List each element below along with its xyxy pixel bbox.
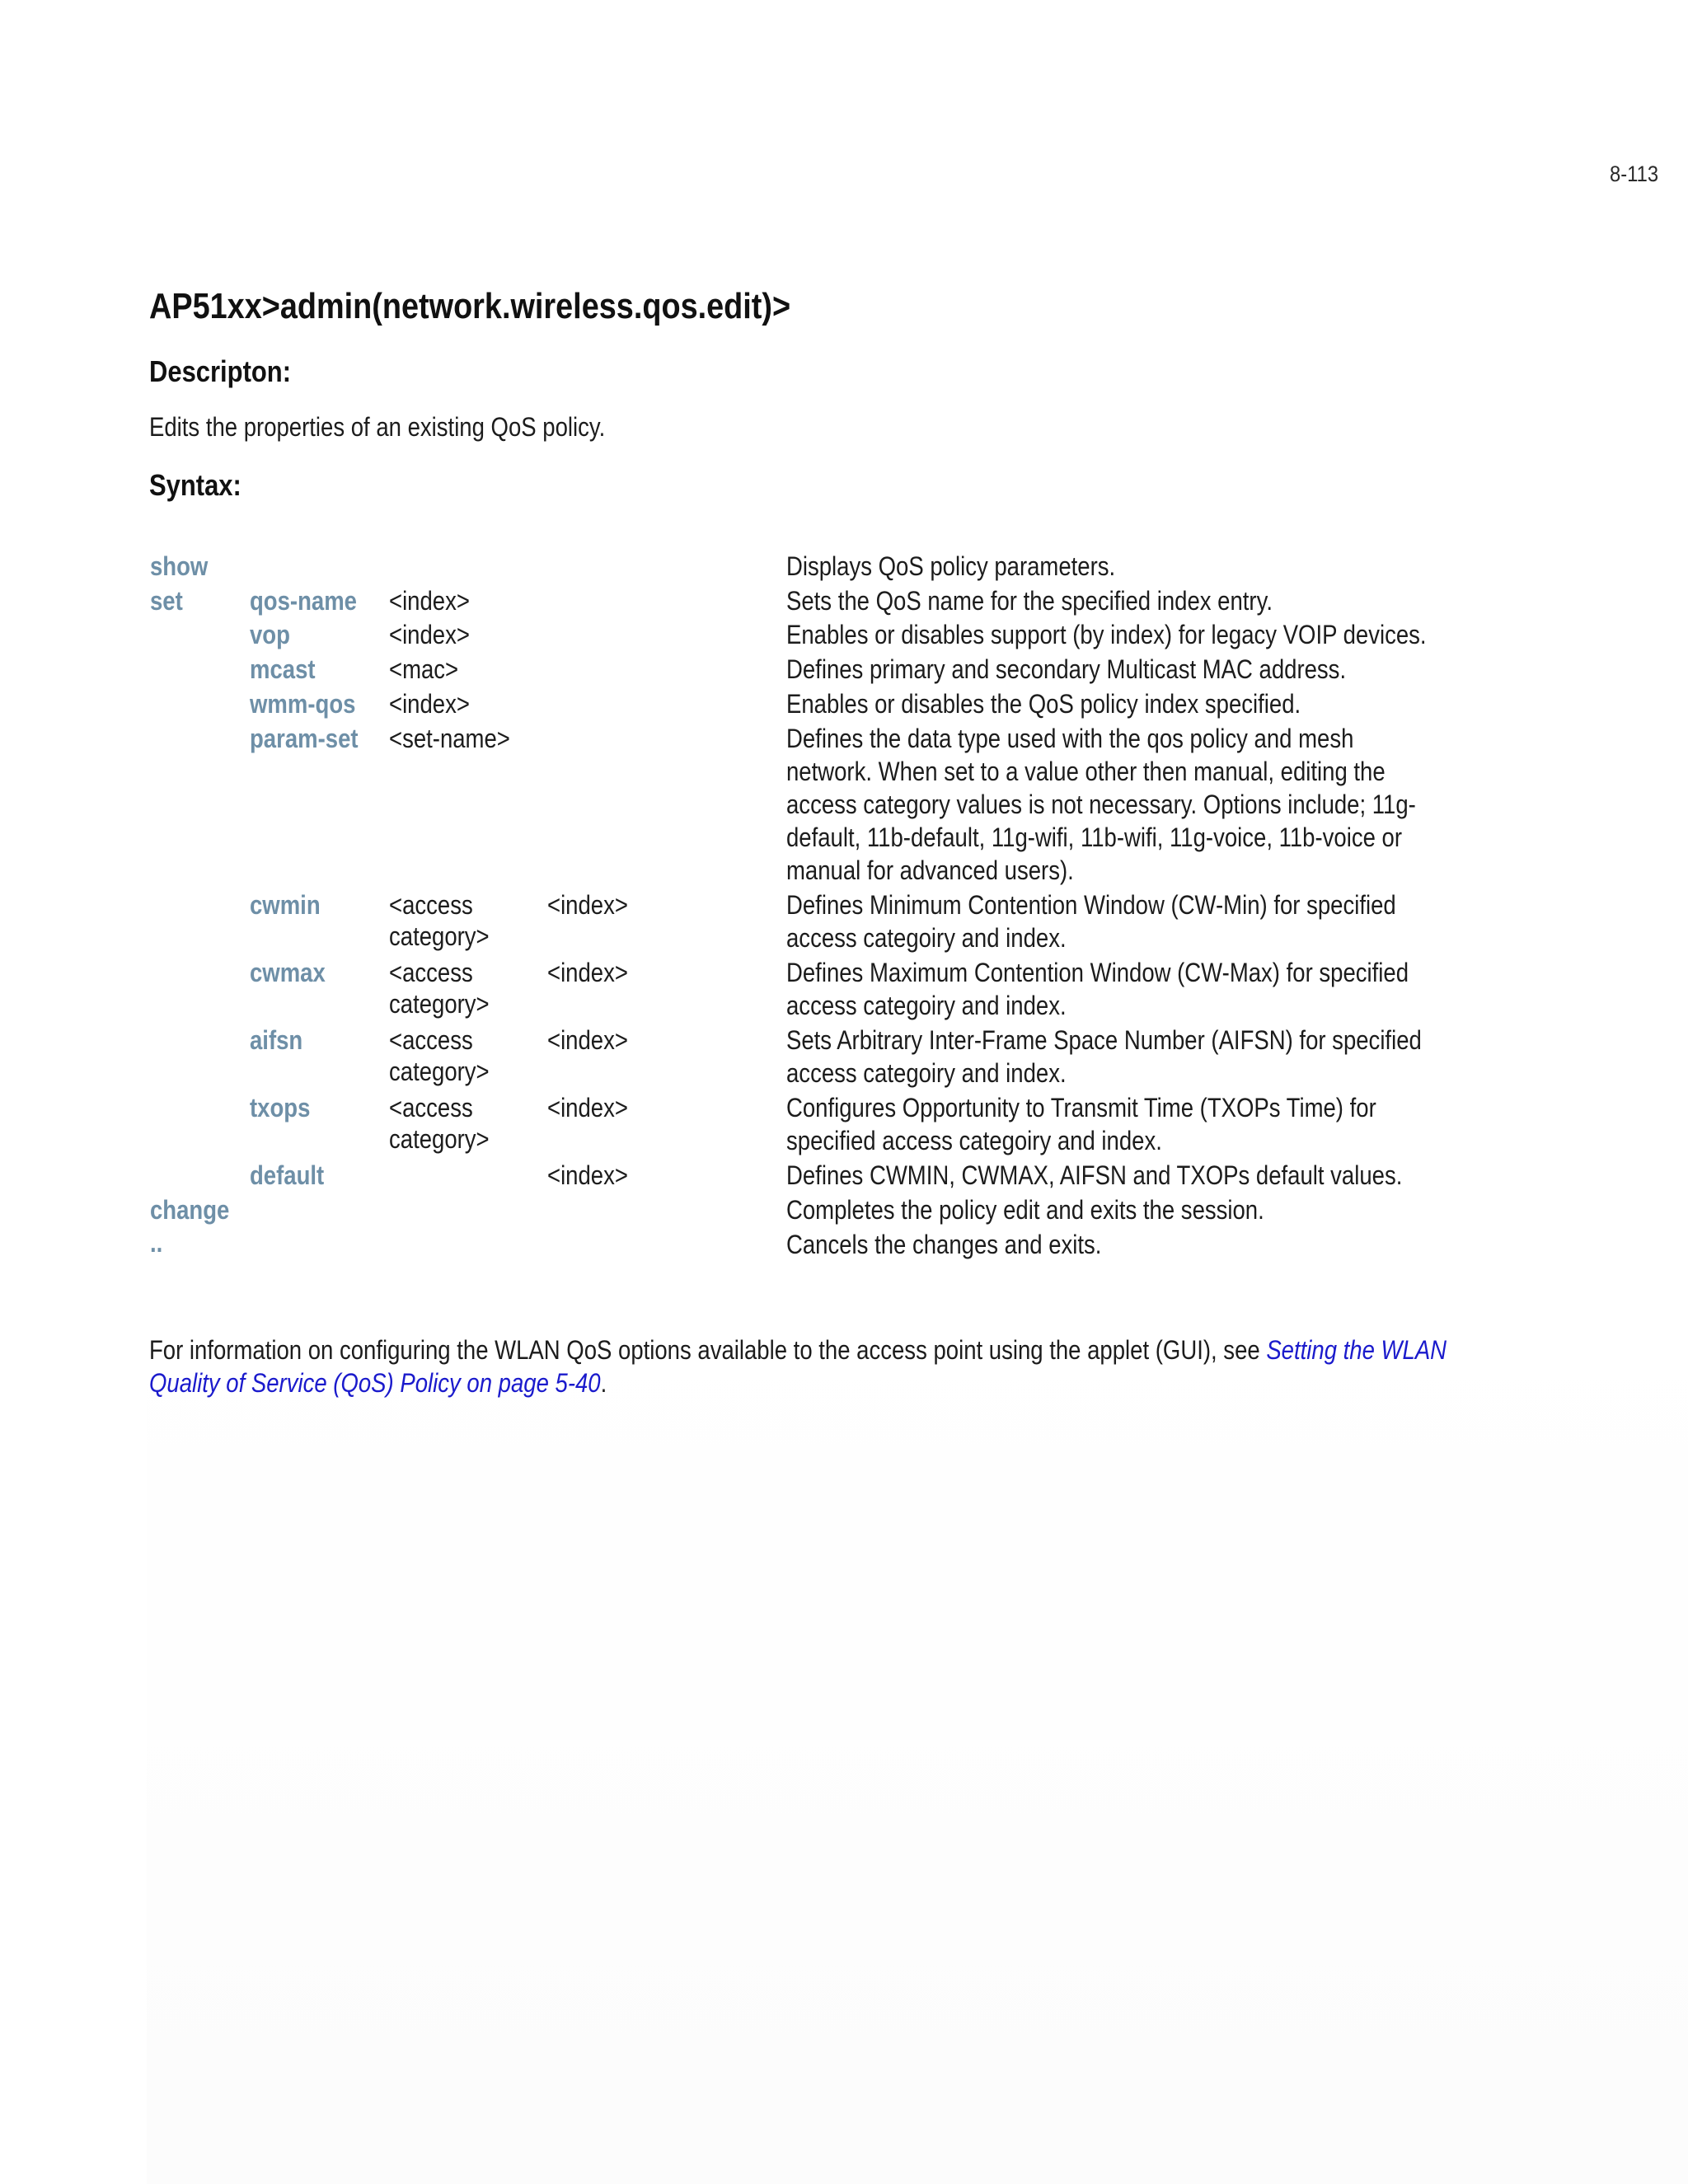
info-text-end: . [600, 1368, 607, 1398]
desc-aifsn-line: Sets Arbitrary Inter-Frame Space Number (AIFSN) for specified [786, 1025, 1422, 1055]
desc-cwmin-line: Defines Minimum Contention Window (CW-Min) for specified [786, 890, 1396, 920]
desc-cwmin-line: access categoiry and index. [786, 923, 1067, 953]
info-paragraph-line1 [149, 1335, 1447, 1366]
arg-cwmax-line: category> [389, 989, 490, 1019]
arg-cwmin-line: <access [389, 890, 473, 920]
command-title: AP51xx>admin(network.wireless.qos.edit)> [149, 286, 791, 326]
desc-change: Completes the policy edit and exits the session. [786, 1195, 1264, 1225]
desc-back: Cancels the changes and exits. [786, 1230, 1102, 1259]
page-background [147, 1302, 1688, 2184]
arg-aifsn-line: category> [389, 1057, 490, 1086]
desc-param-set-line: access category values is not necessary. Options include; 11g- [786, 790, 1416, 819]
keyword-change: change [150, 1195, 230, 1225]
keyword-default: default [250, 1160, 325, 1190]
keyword-cwmax: cwmax [250, 958, 326, 987]
keyword-param-set: param-set [250, 724, 359, 753]
info-link[interactable]: Setting the WLAN [1266, 1335, 1447, 1365]
desc-mcast: Defines primary and secondary Multicast MAC address. [786, 654, 1347, 684]
desc-txops-line: Configures Opportunity to Transmit Time (TXOPs Time) for [786, 1093, 1376, 1122]
keyword-txops: txops [250, 1093, 311, 1122]
arg-txops-line: <access [389, 1093, 473, 1122]
arg-cwmax-line: <access [389, 958, 473, 987]
desc-param-set-line: network. When set to a value other then manual, editing the [786, 757, 1386, 786]
desc-wmm-qos: Enables or disables the QoS policy index specified. [786, 689, 1301, 719]
description-text: Edits the properties of an existing QoS policy. [149, 412, 606, 442]
index-txops: <index> [547, 1093, 628, 1122]
description-heading: Descripton: [149, 354, 292, 388]
desc-param-set-line: Defines the data type used with the qos policy and mesh [786, 724, 1354, 753]
keyword-wmm-qos: wmm-qos [250, 689, 356, 719]
info-link-continued[interactable]: Quality of Service (QoS) Policy on page 5-40 [149, 1368, 601, 1398]
desc-cwmax-line: access categoiry and index. [786, 991, 1067, 1020]
desc-cwmax-line: Defines Maximum Contention Window (CW-Max) for specified [786, 958, 1409, 987]
arg-wmm-qos: <index> [389, 689, 470, 719]
keyword-mcast: mcast [250, 654, 316, 684]
keyword-cwmin: cwmin [250, 890, 321, 920]
desc-param-set-line: manual for advanced users). [786, 855, 1074, 885]
index-default: <index> [547, 1160, 628, 1190]
keyword-vop: vop [250, 620, 290, 649]
arg-aifsn-line: <access [389, 1025, 473, 1055]
desc-aifsn-line: access categoiry and index. [786, 1058, 1067, 1088]
desc-default: Defines CWMIN, CWMAX, AIFSN and TXOPs default values. [786, 1160, 1403, 1190]
desc-vop: Enables or disables support (by index) for legacy VOIP devices. [786, 620, 1427, 649]
syntax-heading: Syntax: [149, 468, 241, 502]
arg-txops-line: category> [389, 1124, 490, 1154]
index-aifsn: <index> [547, 1025, 628, 1055]
info-paragraph-line2 [149, 1368, 607, 1399]
arg-param-set: <set-name> [389, 724, 510, 753]
page-number: 8-113 [1609, 162, 1658, 186]
desc-txops-line: specified access categoiry and index. [786, 1126, 1162, 1155]
keyword-show: show [150, 551, 209, 581]
index-cwmin: <index> [547, 890, 628, 920]
keyword-qos-name: qos-name [250, 586, 357, 616]
info-text: For information on configuring the WLAN QoS options available to the access point using the applet (GUI), see [149, 1335, 1267, 1365]
desc-param-set-line: default, 11b-default, 11g-wifi, 11b-wifi, 11g-voice, 11b-voice or [786, 823, 1403, 852]
keyword-aifsn: aifsn [250, 1025, 303, 1055]
arg-cwmin-line: category> [389, 921, 490, 951]
desc-qos-name: Sets the QoS name for the specified index entry. [786, 586, 1273, 616]
arg-qos-name: <index> [389, 586, 470, 616]
desc-show: Displays QoS policy parameters. [786, 551, 1116, 581]
keyword-back: .. [150, 1228, 163, 1258]
keyword-set: set [150, 586, 183, 616]
arg-vop: <index> [389, 620, 470, 649]
arg-mcast: <mac> [389, 654, 459, 684]
index-cwmax: <index> [547, 958, 628, 987]
